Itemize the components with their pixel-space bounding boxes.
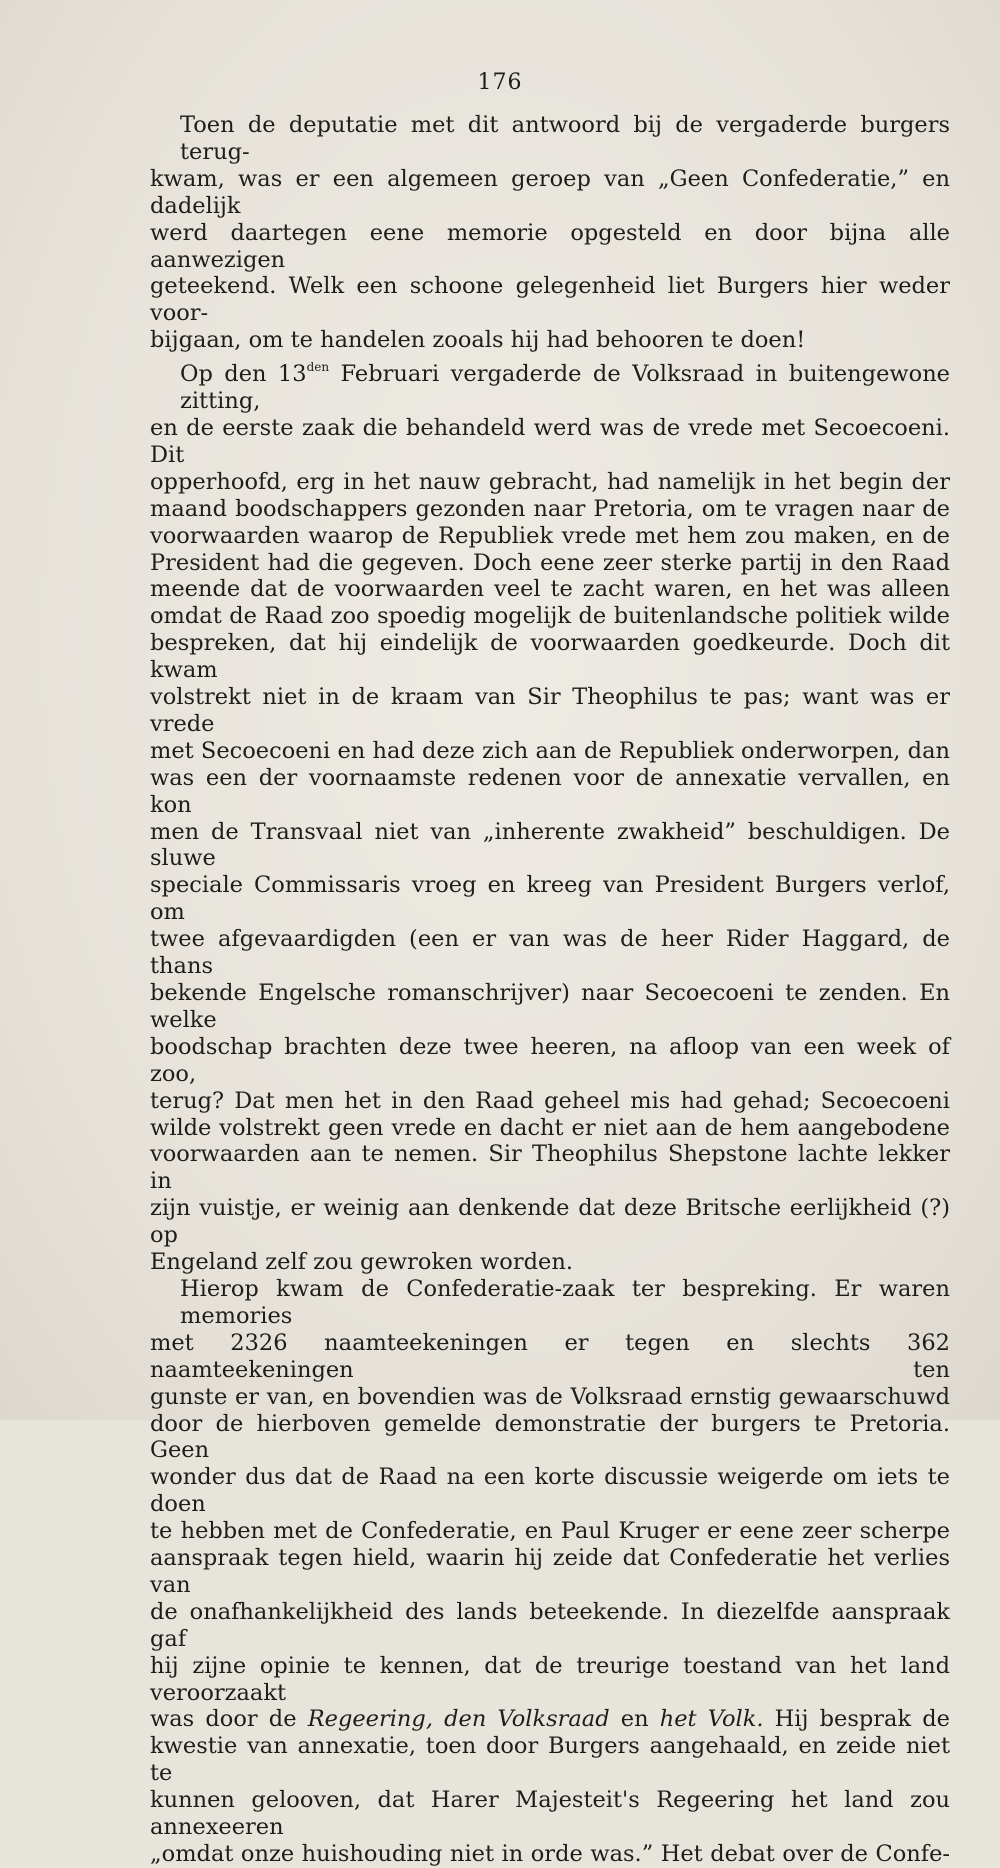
text-line: President had die gegeven. Doch eene zeer sterke partij in den Raad xyxy=(150,549,950,576)
paragraph xyxy=(150,112,950,354)
text-line: met 2326 naamteekeningen er tegen en slechts 362 naamteekeningen ten xyxy=(150,1329,950,1383)
text-line: kwestie van annexatie, toen door Burgers aangehaald, en zeide niet te xyxy=(150,1733,950,1787)
text-line: meende dat de voorwaarden veel te zacht waren, en het was alleen xyxy=(150,576,950,603)
text-line: kwam, was er een algemeen geroep van „Geen Confederatie,” en dadelijk xyxy=(150,165,950,219)
text-line: werd daartegen eene memorie opgesteld en door bijna alle aanwezigen xyxy=(150,219,950,273)
text-line: bekende Engelsche romanschrijver) naar Secoecoeni te zenden. En welke xyxy=(150,980,950,1033)
text-line: „omdat onze huishouding niet in orde was.” Het debat over de Confe- xyxy=(150,1841,950,1867)
text-line: speciale Commissaris vroeg en kreeg van President Burgers verlof, om xyxy=(150,872,950,926)
text-fragment: Februari vergaderde de Volksraad in buitengewone zitting, xyxy=(180,361,951,415)
paragraph xyxy=(150,354,950,1276)
text-line: wilde volstrekt geen vrede en dacht er niet aan de hem aangebodene xyxy=(150,1114,950,1141)
page-number: 176 xyxy=(477,70,523,95)
text-line: voorwaarden waarop de Republiek vrede met hem zou maken, en de xyxy=(150,522,950,549)
italic-text: Regeering, den Volksraad xyxy=(307,1706,610,1733)
text-line: boodschap brachten deze twee heeren, na afloop van een week of zoo, xyxy=(150,1033,950,1087)
text-fragment: en xyxy=(609,1706,660,1733)
text-fragment: Op den 13 xyxy=(180,361,307,388)
text-line: voorwaarden aan te nemen. Sir Theophilus Shepstone lachte lekker in xyxy=(150,1141,950,1195)
text-line: men de Transvaal niet van „inherente zwakheid” beschuldigen. De sluwe xyxy=(150,818,950,872)
text-fragment: Hij besprak de xyxy=(763,1706,950,1733)
text-line: met Secoecoeni en had deze zich aan de Republiek onderworpen, dan xyxy=(150,737,950,764)
paragraph xyxy=(150,1276,950,1868)
text-line: de onafhankelijkheid des lands beteekende. In diezelfde aanspraak gaf xyxy=(150,1598,950,1652)
text-line: gunste er van, en bovendien was de Volksraad ernstig gewaarschuwd xyxy=(150,1383,950,1410)
text-line: zijn vuistje, er weinig aan denkende dat deze Britsche eerlijkheid (?) op xyxy=(150,1195,950,1249)
text-line: opperhoofd, erg in het nauw gebracht, had namelijk in het begin der xyxy=(150,468,950,495)
text-line: volstrekt niet in de kraam van Sir Theophilus te pas; want was er vrede xyxy=(150,684,950,737)
body-text xyxy=(150,112,950,1868)
text-line: twee afgevaardigden (een er van was de heer Rider Haggard, de thans xyxy=(150,926,950,980)
text-line: te hebben met de Confederatie, en Paul Kruger er eene zeer scherpe xyxy=(150,1518,950,1545)
text-line: geteekend. Welk een schoone gelegenheid liet Burgers hier weder voor- xyxy=(150,273,950,327)
text-line: bespreken, dat hij eindelijk de voorwaarden goedkeurde. Doch dit kwam xyxy=(150,630,950,684)
text-line: aanspraak tegen hield, waarin hij zeide dat Confederatie het verlies van xyxy=(150,1545,950,1598)
text-line: terug? Dat men het in den Raad geheel mis had gehad; Secoecoeni xyxy=(150,1087,950,1114)
text-fragment: was door de xyxy=(150,1706,308,1733)
text-line: hij zijne opinie te kennen, dat de treurige toestand van het land veroorzaakt xyxy=(150,1652,950,1706)
text-line xyxy=(150,1706,950,1733)
text-line: omdat de Raad zoo spoedig mogelijk de buitenlandsche politiek wilde xyxy=(150,603,950,630)
text-line: maand boodschappers gezonden naar Pretoria, om te vragen naar de xyxy=(150,495,950,522)
text-line: bijgaan, om te handelen zooals hij had behooren te doen! xyxy=(150,327,806,354)
superscript: den xyxy=(306,360,330,375)
text-line: Engeland zelf zou gewroken worden. xyxy=(150,1249,573,1276)
text-line: door de hierboven gemelde demonstratie der burgers te Pretoria. Geen xyxy=(150,1410,950,1464)
text-line: wonder dus dat de Raad na een korte discussie weigerde om iets te doen xyxy=(150,1464,950,1518)
text-line: Hierop kwam de Confederatie-zaak ter bespreking. Er waren memories xyxy=(180,1275,950,1329)
text-line: was een der voornaamste redenen voor de annexatie vervallen, en kon xyxy=(150,764,950,818)
text-line: en de eerste zaak die behandeld werd was de vrede met Secoecoeni. Dit xyxy=(150,414,950,468)
text-line xyxy=(150,354,950,415)
italic-text: het Volk. xyxy=(659,1706,764,1733)
text-line: Toen de deputatie met dit antwoord bij de vergaderde burgers terug- xyxy=(180,112,950,165)
text-line: kunnen gelooven, dat Harer Majesteit's Regeering het land zou annexeeren xyxy=(150,1787,950,1841)
